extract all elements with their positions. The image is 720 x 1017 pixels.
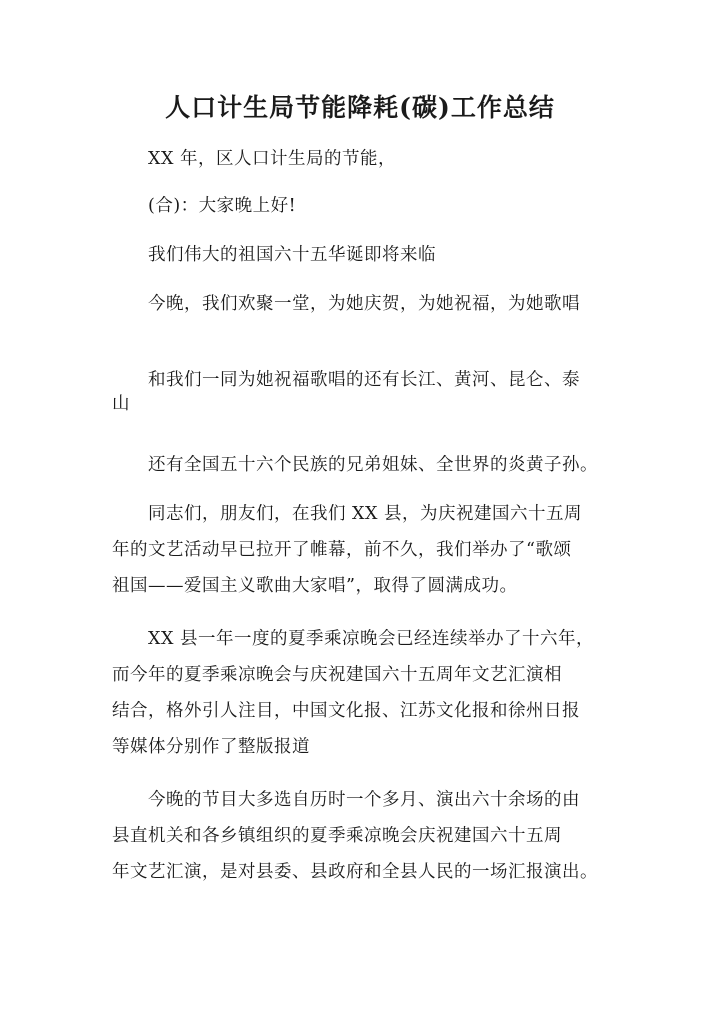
paragraph-line: 我们伟大的祖国六十五华诞即将来临 [148,245,436,265]
paragraph-line: 年文艺汇演，是对县委、县政府和全县人民的一场汇报演出。 [112,862,598,882]
paragraph-2 [112,188,612,224]
paragraph-4 [112,286,612,322]
paragraph-line: 县直机关和各乡镇组织的夏季乘凉晚会庆祝建国六十五周 [112,826,562,846]
paragraph-line: (合)：大家晚上好! [148,196,297,216]
paragraph-5 [112,362,612,422]
paragraph-line: 和我们一同为她祝福歌唱的还有长江、黄河、昆仑、泰 [148,370,580,390]
paragraph-6 [112,447,612,483]
paragraph-line: 今晚，我们欢聚一堂，为她庆贺，为她祝福，为她歌唱 [148,294,580,314]
paragraph-8 [112,621,612,765]
paragraph-line: XX 年，区人口计生局的节能， [148,149,396,169]
paragraph-1 [112,141,612,177]
paragraph-line: 年的文艺活动早已拉开了帷幕，前不久，我们举办了“歌颂 [112,540,572,560]
paragraph-line: 同志们，朋友们，在我们 XX 县，为庆祝建国六十五周 [148,504,583,524]
paragraph-3 [112,237,612,273]
paragraph-9 [112,782,612,890]
paragraph-line: 结合，格外引人注目，中国文化报、江苏文化报和徐州日报 [112,701,580,721]
paragraph-line: XX 县一年一度的夏季乘凉晚会已经连续举办了十六年， [148,629,594,649]
paragraph-line: 今晚的节目大多选自历时一个多月、演出六十余场的由 [148,790,580,810]
paragraph-7 [112,496,612,604]
paragraph-line: 祖国——爱国主义歌曲大家唱”，取得了圆满成功。 [112,576,518,596]
paragraph-line: 山 [112,394,130,414]
paragraph-line: 还有全国五十六个民族的兄弟姐妹、全世界的炎黄子孙。 [148,455,598,475]
paragraph-line: 等媒体分别作了整版报道 [112,737,310,757]
paragraph-line: 而今年的夏季乘凉晚会与庆祝建国六十五周年文艺汇演相 [112,665,562,685]
document-title: 人口计生局节能降耗(碳)工作总结 [165,93,555,122]
